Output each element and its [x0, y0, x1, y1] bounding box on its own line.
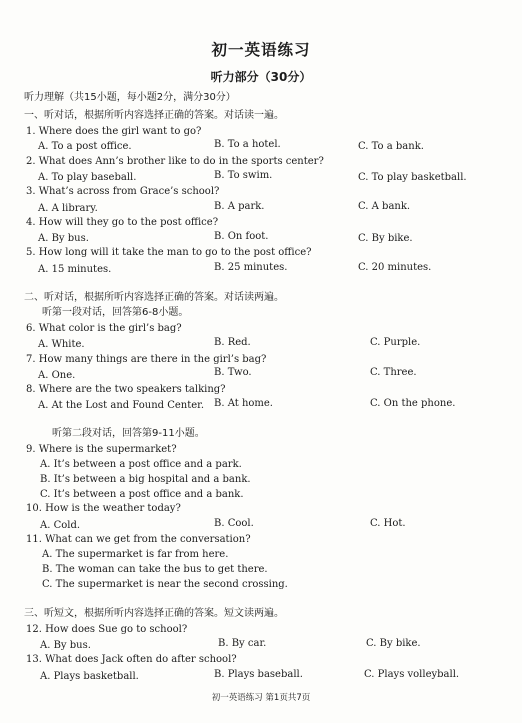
q9-option-b: B. It’s between a big hospital and a bank.	[40, 474, 251, 485]
question-6: 6. What color is the girl’s bag?	[26, 323, 182, 334]
question-13: 13. What does Jack often do after school?	[26, 654, 237, 665]
q3-option-a: A. A library.	[38, 203, 98, 214]
q12-option-b: B. By car.	[218, 638, 267, 649]
q7-option-c: C. Three.	[370, 367, 417, 378]
page-title: 初一英语练习	[211, 41, 311, 59]
q7-option-a: A. One.	[38, 370, 76, 381]
q4-option-a: A. By bus.	[38, 233, 89, 244]
q12-option-c: C. By bike.	[366, 638, 421, 649]
question-3: 3. What’s across from Grace’s school?	[26, 186, 220, 197]
question-9: 9. Where is the supermarket?	[26, 444, 177, 455]
q7-option-b: B. Two.	[214, 367, 252, 378]
q6-option-c: C. Purple.	[370, 337, 421, 348]
section1-instruction: 一、听对话，根据所听内容选择正确的答案。对话读一遍。	[24, 110, 284, 121]
q6-option-a: A. White.	[38, 339, 85, 350]
question-2: 2. What does Ann’s brother like to do in the sports center?	[26, 156, 324, 167]
question-1: 1. Where does the girl want to go?	[26, 126, 202, 137]
q11-option-a: A. The supermarket is far from here.	[42, 549, 229, 560]
question-8: 8. Where are the two speakers talking?	[26, 384, 226, 395]
question-11: 11. What can we get from the conversation?	[26, 534, 251, 545]
q1-option-b: B. To a hotel.	[214, 139, 281, 150]
q3-option-b: B. A park.	[214, 201, 265, 212]
section2-instruction: 二、听对话，根据所听内容选择正确的答案。对话读两遍。	[24, 292, 284, 303]
q5-option-b: B. 25 minutes.	[214, 262, 288, 273]
q1-option-c: C. To a bank.	[358, 141, 424, 152]
q4-option-b: B. On foot.	[214, 231, 269, 242]
q9-option-a: A. It’s between a post office and a park.	[40, 459, 242, 470]
q3-option-c: C. A bank.	[358, 201, 411, 212]
question-7: 7. How many things are there in the girl’s bag?	[26, 354, 267, 365]
q6-option-b: B. Red.	[214, 337, 251, 348]
q2-option-b: B. To swim.	[214, 170, 273, 181]
q5-option-c: C. 20 minutes.	[358, 262, 432, 273]
q10-option-b: B. Cool.	[214, 518, 254, 529]
q11-option-c: C. The supermarket is near the second crossing.	[42, 579, 288, 590]
q1-option-a: A. To a post office.	[38, 141, 132, 152]
question-12: 12. How does Sue go to school?	[26, 624, 188, 635]
dialog2-note: 听第二段对话，回答第9-11小题。	[52, 428, 205, 439]
question-5: 5. How long will it take the man to go to the post office?	[26, 247, 312, 258]
q13-option-b: B. Plays baseball.	[214, 669, 303, 680]
q8-option-b: B. At home.	[214, 398, 273, 409]
dialog1-note: 听第一段对话，回答第6-8小题。	[42, 307, 189, 318]
q4-option-c: C. By bike.	[358, 233, 413, 244]
q9-option-c: C. It’s between a post office and a bank.	[40, 489, 244, 500]
q2-option-a: A. To play baseball.	[38, 172, 137, 183]
q2-option-c: C. To play basketball.	[358, 172, 467, 183]
question-4: 4. How will they go to the post office?	[26, 217, 219, 228]
page-subtitle: 听力部分（30分）	[210, 70, 312, 84]
page-footer: 初一英语练习 第1页共7页	[211, 693, 311, 703]
q12-option-a: A. By bus.	[40, 640, 91, 651]
part-heading: 听力理解（共15小题，每小题2分，满分30分）	[24, 92, 236, 103]
q10-option-a: A. Cold.	[40, 520, 81, 531]
section3-instruction: 三、听短文，根据所听内容选择正确的答案。短文读两遍。	[24, 608, 284, 619]
q11-option-b: B. The woman can take the bus to get there.	[42, 564, 268, 575]
question-10: 10. How is the weather today?	[26, 503, 181, 514]
q13-option-c: C. Plays volleyball.	[364, 669, 460, 680]
q13-option-a: A. Plays basketball.	[40, 671, 139, 682]
q8-option-c: C. On the phone.	[370, 398, 456, 409]
q8-option-a: A. At the Lost and Found Center.	[38, 400, 205, 411]
q10-option-c: C. Hot.	[370, 518, 406, 529]
q5-option-a: A. 15 minutes.	[38, 264, 112, 275]
